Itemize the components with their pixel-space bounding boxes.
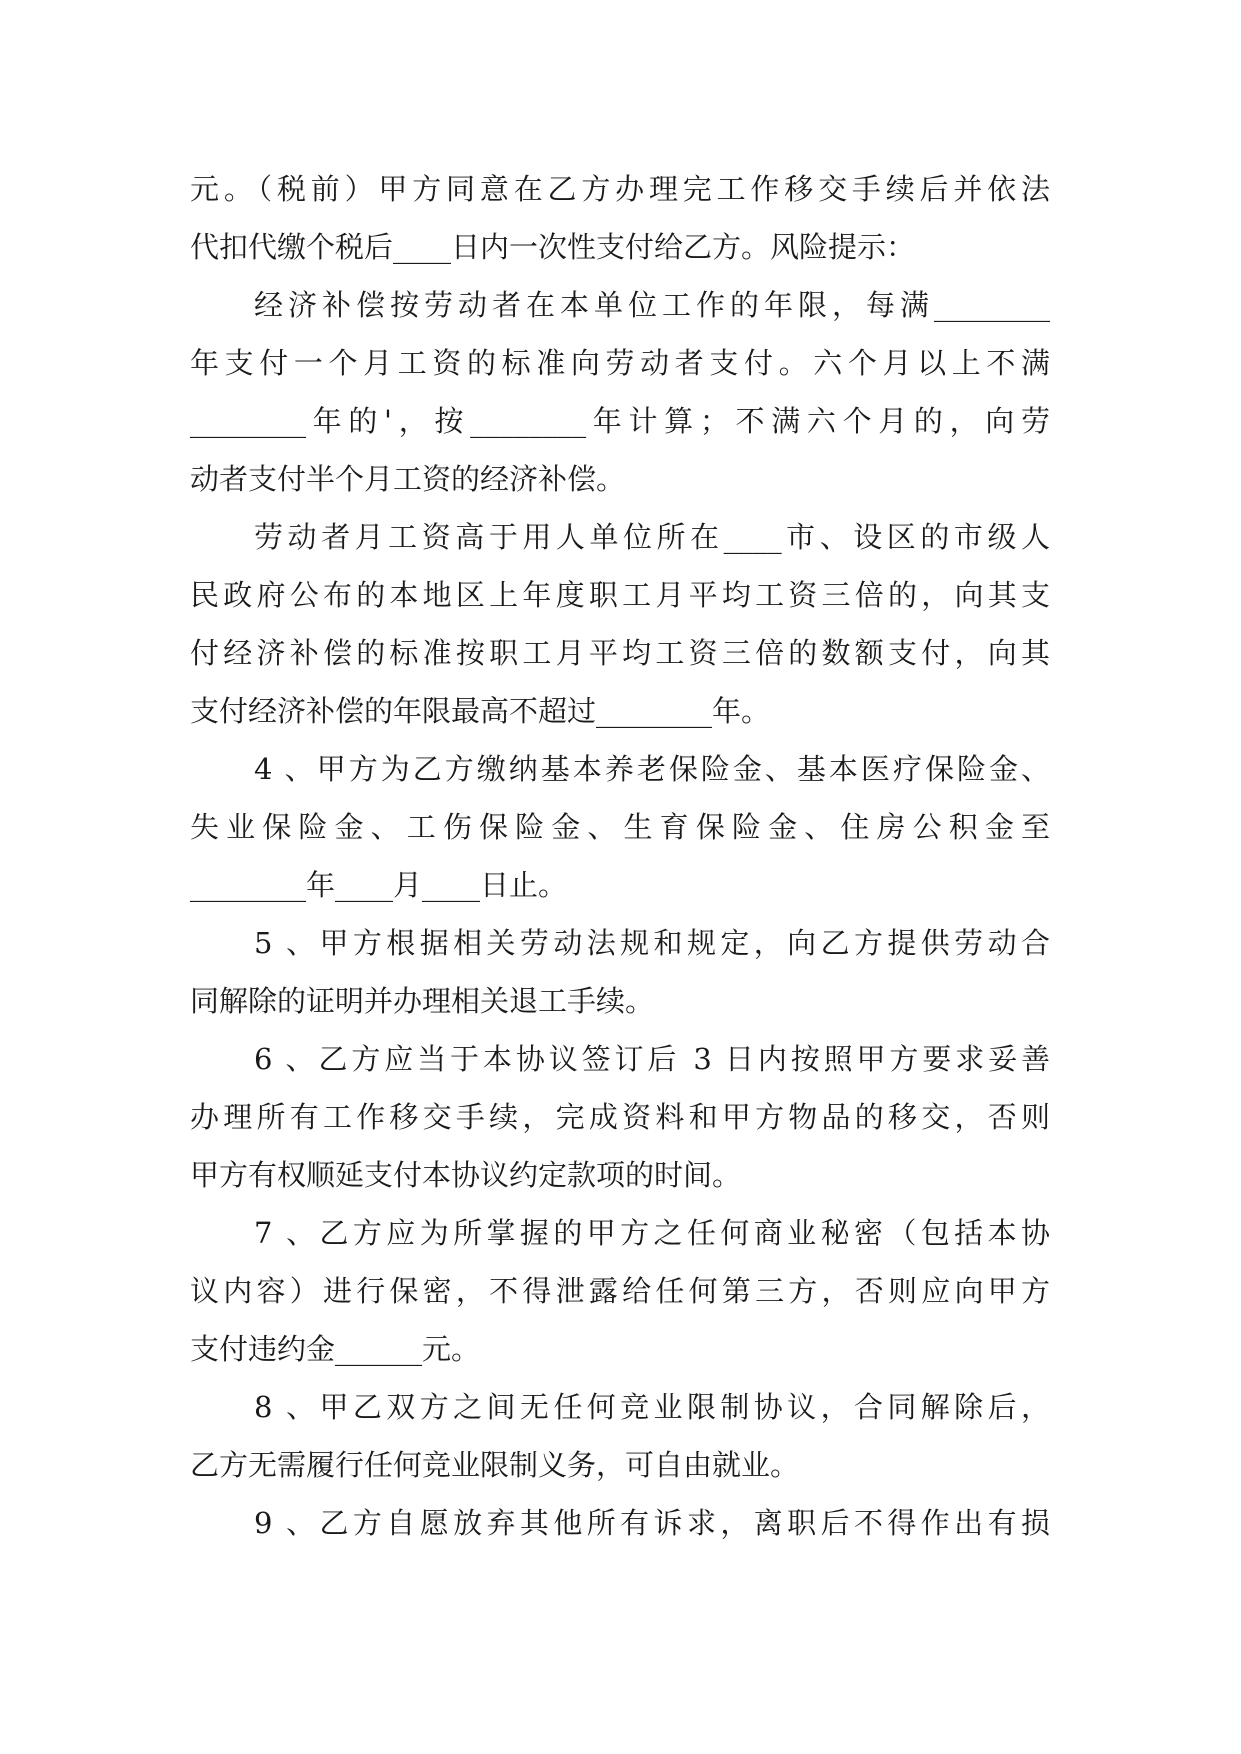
- text-line: 8 、甲乙双方之间无任何竞业限制协议，合同解除后，: [254, 1390, 1050, 1424]
- text-line: 民政府公布的本地区上年度职工月平均工资三倍的，向其支: [190, 578, 1050, 612]
- text-line: 失业保险金、工伤保险金、生育保险金、住房公积金至: [190, 810, 1050, 844]
- text-line: 7 、乙方应为所掌握的甲方之任何商业秘密（包括本协: [254, 1216, 1050, 1250]
- clause-item-5: [190, 914, 1050, 1030]
- text-line: 4 、甲方为乙方缴纳基本养老保险金、基本医疗保险金、: [254, 752, 1050, 786]
- text-line: 9 、乙方自愿放弃其他所有诉求，离职后不得作出有损: [254, 1506, 1050, 1540]
- text-line: 元。（税前）甲方同意在乙方办理完工作移交手续后并依法: [190, 172, 1050, 206]
- clause-item-6: [190, 1030, 1050, 1204]
- text-line: 支付违约金______元。: [190, 1332, 481, 1366]
- text-line: 乙方无需履行任何竞业限制义务，可自由就业。: [190, 1448, 800, 1482]
- text-line: 经济补偿按劳动者在本单位工作的年限，每满________: [254, 288, 1050, 322]
- text-line: 同解除的证明并办理相关退工手续。: [190, 984, 655, 1018]
- text-line: 动者支付半个月工资的经济补偿。: [190, 462, 626, 496]
- text-line: 5 、甲方根据相关劳动法规和规定，向乙方提供劳动合: [254, 926, 1050, 960]
- text-line: ________年____月____日止。: [190, 868, 568, 902]
- paragraph-compensation-standard: [190, 276, 1050, 508]
- text-line: 年支付一个月工资的标准向劳动者支付。六个月以上不满: [190, 346, 1050, 380]
- clause-item-7: [190, 1204, 1050, 1378]
- paragraph-payment-terms: [190, 160, 1050, 276]
- clause-item-8: [190, 1378, 1050, 1494]
- text-line: 代扣代缴个税后____日内一次性支付给乙方。风险提示：: [190, 230, 916, 264]
- text-line: 甲方有权顺延支付本协议约定款项的时间。: [190, 1158, 742, 1192]
- text-line: 支付经济补偿的年限最高不超过________年。: [190, 694, 771, 728]
- text-line: 办理所有工作移交手续，完成资料和甲方物品的移交，否则: [190, 1100, 1050, 1134]
- paragraph-high-salary-cap: [190, 508, 1050, 740]
- text-line: 6 、乙方应当于本协议签订后 3 日内按照甲方要求妥善: [254, 1042, 1050, 1076]
- text-line: 付经济补偿的标准按职工月平均工资三倍的数额支付，向其: [190, 636, 1050, 670]
- text-line: 议内容）进行保密，不得泄露给任何第三方，否则应向甲方: [190, 1274, 1050, 1308]
- clause-item-9: [190, 1494, 1050, 1552]
- text-line: ________年的'，按________年计算；不满六个月的，向劳: [190, 404, 1050, 438]
- text-line: 劳动者月工资高于用人单位所在____市、设区的市级人: [254, 520, 1050, 554]
- document-body: [190, 160, 1050, 1552]
- clause-item-4: [190, 740, 1050, 914]
